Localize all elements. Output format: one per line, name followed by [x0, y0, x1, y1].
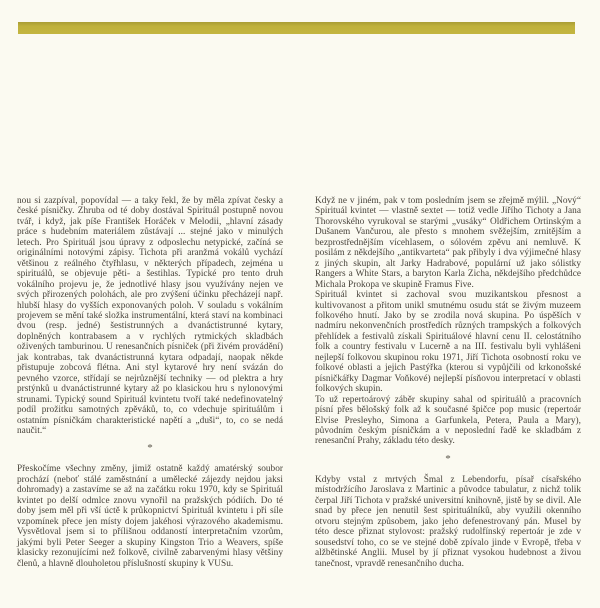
text-columns	[17, 196, 581, 569]
top-divider-bar	[18, 22, 575, 34]
paragraph: Kdyby vstal z mrtvých Šmal z Lebendorfu, písař císařského místodržícího Jaroslava z Martinic a původce tabulatur, z nichž tolik čerpal Jiří Tichota v pražské universitní knihovně, jistě by se divil. Ale snad by přece jen nenutil šest spirituálníků, aby využili okenního otvoru stejným způsobem, jako jeho defenestrovaný pán. Musel by této desce přiznat stylovost: pražský rudolfínský repertoár je zde v sousedství toho, co se ve stejné době zpívalo jinde v Evropě, třeba v alžbětinské Anglii. Musel by jí přiznat vysokou hudebnost a živou tanečnost, vpravdě renesančního ducha.	[315, 474, 581, 569]
text-column-right	[315, 196, 581, 569]
text-column-left	[17, 196, 283, 569]
paragraph: Přeskočíme všechny změny, jimiž ostatně každý amatérský soubor prochází (neboť stálé zaměstnání a umělecké zájezdy nejdou jaksi dohromady) a zastavíme se až na začátku roku 1970, kdy se Spirituál kvintet po delší odmlce znovu vynořil na pražských pódiích. Do té doby jsem měl při vší úctě k průkopnictví Spirituál kvintetu i při síle vzpomínek přece jen místy dojem jakéhosi výrazového akademismu. Vysvětloval jsem si to přílišnou oddaností interpretačním vzorům, jakými byli Peter Seeger a skupiny Kingston Trio a Weavers, spíše klasicky rezonujícími než folkově, civilně zabarvenými hlasy většiny členů, a hlavně dlouholetou příslušností skupiny k VUSu.	[17, 464, 283, 569]
asterisk-separator: *	[445, 452, 451, 465]
paragraph: Spirituál kvintet si zachoval svou muzikantskou přesnost a kultivovanost a přitom unikl smutnému osudu stát se živým muzeem folkového hnutí. Jako by se zrodila nová skupina. Po úspěších v nadmíru nekonvenčních prostředích různých trampských a folkových přehlídek a festivalů získali Spirituálové hlavní cenu II. celostátního folk a country festivalu v Lucerně a na III. festivalu byli vyhlášeni nejlepší folkovou skupinou roku 1971, Jiří Tichota osobností roku ve folkové oblasti a jejich Pastýřka (kterou si vypůjčili od krkonošské písničkářky Dagmar Voňkové) nejlepší písňovou interpretací v oblasti folkových skupin.	[315, 290, 581, 395]
paragraph: Když ne v jiném, pak v tom posledním jsem se zřejmě mýlil. „Nový“ Spirituál kvintet — vlastně sextet — totiž vedle Jiřího Tichoty a Jana Thorovského vyrukoval se starými „vusáky“ Oldřichem Ortinským a Dušanem Vančurou, ale přesto s mnohem svěžejším, zrnitějším a bezprostřednějším vícehlasem, o sólovém zpěvu ani nemluvě. K posilám z někdejšího „antikvarteta“ pak přibyly i dva výjimečné hlasy z jiných skupin, alt Jarky Hadrabové, populární už jako sólistky Rangers a White Stars, a baryton Karla Zicha, někdejšího předchůdce Michala Prokopa ve skupině Framus Five.	[315, 196, 581, 290]
asterisk-separator: *	[147, 442, 153, 455]
paragraph: To už repertoárový záběr skupiny sahal od spirituálů a pracovních písní přes bělošský folk až k současné špičce pop music (repertoár Elvise Presleyho, Simona a Garfunkela, Petera, Paula a Mary), původním českým písničkám a v neposlední řadě ke skladbám z renesanční Prahy, základu této desky.	[315, 394, 581, 447]
paragraph: nou si zazpíval, popovídal — a taky řekl, že by měla zpívat česky a české písničky. Zhruba od té doby dostával Spirituál postupně novou tvář, i když, jak píše František Horáček v Melodii, „hlavní zásady práce s hudebním materiálem zůstávají ... stejné jako v minulých letech. Pro Spirituál jsou úpravy z odposlechu netypické, začíná se originálními notovými zápisy. Tichota při aranžmá vokálů vychází většinou z reálného čtyřhlasu, v některých případech, zejména u spirituálů, se objevuje pěti- a šestihlas. Typické pro tento druh vokálního projevu je, že jednotlivé hlasy jsou využívány nejen ve svých přirozených polohách, ale pro zvýšení účinku přecházejí např. hlubší hlasy do vyšších exponovaných poloh. V souladu s vokálním projevem se mění také složka instrumentální, která staví na kombinaci dvou (resp. jedné) šestistrunných a dvanáctistrunné kytary, doplněných kontrabasem a v rychlých rytmických skladbách oživených tamburinou. U renesančních písniček (při živém provádění) jak kontrabas, tak dvanáctistrunná kytara odpadají, naopak někde přistupuje zobcová flétna. Ani styl kytarové hry není svázán do pevného vzorce, střídají se nejrůznější techniky — od plektra a hry prstýnků u dvanáctistrunné kytary až po klasickou hru s nylonovými strunami. Typický sound Spirituál kvintetu tvoří také nedefinovatelný podíl prožitku samotných zpěváků, to, co vdechuje spirituálům i ostatním písničkám charakteristické napětí a „duši“, to, co se nedá naučit.“	[17, 196, 283, 436]
